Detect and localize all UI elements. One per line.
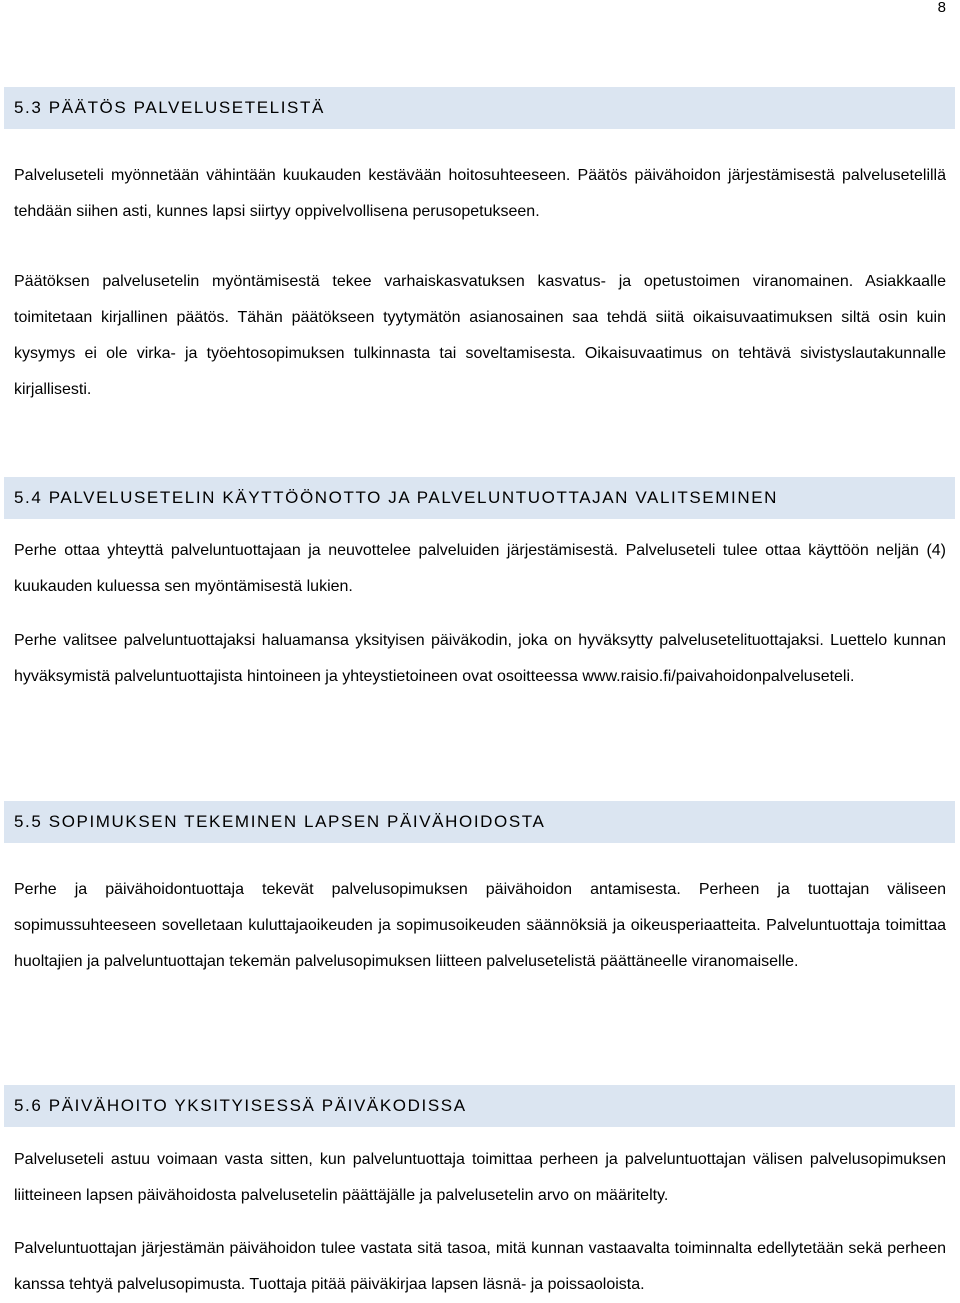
paragraph-5-4-2: Perhe valitsee palveluntuottajaksi haluamansa yksityisen päiväkodin, joka on hyväksytty palvelusetelituottajaksi. Luettelo kunnan hyväksymistä palveluntuottajista hintoineen ja yhteystietoineen ovat osoitteessa www.raisio.fi/paivahoidonpalveluseteli.: [14, 632, 946, 685]
section-heading-5-4: 5.4 PALVELUSETELIN KÄYTTÖÖNOTTO JA PALVELUNTUOTTAJAN VALITSEMINEN: [4, 477, 955, 519]
paragraph-5-6-1: Palveluseteli astuu voimaan vasta sitten, kun palveluntuottaja toimittaa perheen ja palveluntuottajan välisen palvelusopimuksen liitteineen lapsen päivähoidosta palvelusetelin päättäjälle ja palvelusetelin arvo on määritelty.: [14, 1151, 946, 1204]
paragraph-5-3-2: Päätöksen palvelusetelin myöntämisestä tekee varhaiskasvatuksen kasvatus- ja opetustoimen viranomainen. Asiakkaalle toimitetaan kirjallinen päätös. Tähän päätökseen tyytymätön asianosainen saa tehdä siitä oikaisuvaatimuksen siltä osin kuin kysymys ei ole virka- ja työehtosopimuksen tulkinnasta tai soveltamisesta. Oikaisuvaatimus on tehtävä sivistyslautakunnalle kirjallisesti.: [14, 273, 946, 398]
section-heading-5-5: 5.5 SOPIMUKSEN TEKEMINEN LAPSEN PÄIVÄHOIDOSTA: [4, 801, 955, 843]
paragraph-5-3-1: Palveluseteli myönnetään vähintään kuukauden kestävään hoitosuhteeseen. Päätös päivähoidon järjestämisestä palvelusetelillä tehdään siihen asti, kunnes lapsi siirtyy oppivelvollisena perusopetukseen.: [14, 167, 946, 220]
paragraph-5-5-1: Perhe ja päivähoidontuottaja tekevät palvelusopimuksen päivähoidon antamisesta. Perheen ja tuottajan väliseen sopimussuhteeseen sovelletaan kuluttajaoikeuden ja sopimusoikeuden säännöksiä ja oikeusperiaatteita. Palveluntuottaja toimittaa huoltajien ja palveluntuottajan tekemän palvelusopimuksen liitteen palvelusetelistä päättäneelle viranomaiselle.: [14, 881, 946, 970]
section-heading-5-3: 5.3 PÄÄTÖS PALVELUSETELISTÄ: [4, 87, 955, 129]
paragraph-5-4-1: Perhe ottaa yhteyttä palveluntuottajaan ja neuvottelee palveluiden järjestämisestä. Palveluseteli tulee ottaa käyttöön neljän (4) kuukauden kuluessa sen myöntämisestä lukien.: [14, 542, 946, 595]
section-heading-5-6: 5.6 PÄIVÄHOITO YKSITYISESSÄ PÄIVÄKODISSA: [4, 1085, 955, 1127]
paragraph-5-6-2: Palveluntuottajan järjestämän päivähoidon tulee vastata sitä tasoa, mitä kunnan vastaavalta toiminnalta edellytetään sekä perheen kanssa tehtyä palvelusopimusta. Tuottaja pitää päiväkirjaa lapsen läsnä- ja poissaoloista.: [14, 1240, 946, 1293]
page-number: 8: [937, 0, 946, 16]
